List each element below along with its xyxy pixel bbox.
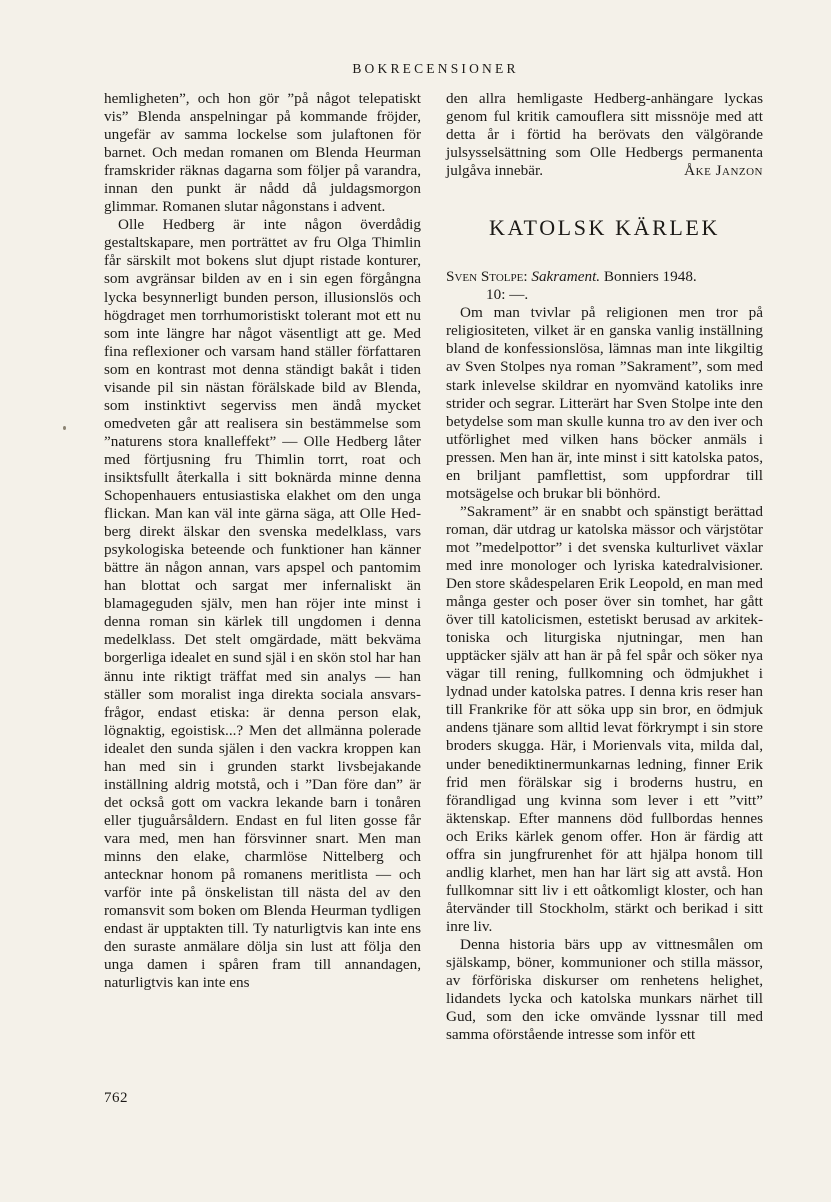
- section-title: KATOLSK KÄRLEK: [489, 215, 720, 241]
- running-head: BOKRECENSIONER: [352, 61, 519, 76]
- carryover-paragraph: [446, 90, 763, 180]
- review-paragraph-2: ”Sakrament” är en snabbt och spänstigt berättad roman, där utdrag ur katolska mässor och värjstötar mot ”medelpottor” i det svenska kulturlivet växlar med inre monologer och lyriska katedralvisioner. Den store skådespelaren Erik Leopold, en man med många gester och poser över sin tomhet, har gått över till katolicismen, estetiskt berusad av arkitektoniska och liturgiska njutningar, men han upptäcker själv att han är på fel spår och söker nya vägar till rening, fullkomning och ödmjukhet i lydnad under katolska patres. I denna kris reser han till Frankrike för att söka upp sin bror, en ödmjuk andens tjänare som alltid levat förkrympt i sin store broders skugga. Här, i Morienvals vita, milda dal, under benediktinermunkarnas ledning, finner Erik frid men förälskar sig i broderns hustru, en förandligad ung kvinna som lever i ett ”vitt” äktenskap. Efter mannens död fullbordas hennes och Eriks kärlek genom offer. Hon är färdig att offra sin jungfrurenhet för att hjälpa honom till andlig klarhet, men han har lärt sig att avstå. Hon fullkomnar sitt liv i ett oåtkomligt kloster, och han återvänder till Stockholm, stärkt och berikad i sitt inre liv.: [446, 502, 763, 935]
- carryover-text: den allra hemligaste Hedberg-anhängare lyckas genom ful kritik camouflera sitt missnöje med att detta år i förtid ha berövats den välgörande julsysselsättning som Olle Hedbergs permanenta julgåva innebär.: [446, 90, 763, 180]
- review-paragraph-3: Denna historia bärs upp av vittnesmålen om själskamp, böner, kommunioner och stilla mässor, av förföriska diskurser om renhetens helighet, lidandets lycka och katolska munkars närhet till Gud, som den icke omvände lyssnar till med samma oförstående intresse som inför ett: [446, 935, 763, 1044]
- left-paragraph-2: Olle Hedberg är inte någon överdådig gestaltskapare, men porträttet av fru Olga Thimlin får särskilt mot bokens slut djupt ristade konturer, som avgränsar bilden av en i sin egen förgångna lycka besynnerligt bunden person, illusionslös och högdraget men torrhumoristiskt tolerant mot ett nu som inte längre har något väsentligt att ge. Med fina reflexioner och varsam hand ställer författaren som en kontrast mot denna ständigt bakåt i tiden visande pil sin nästan förälskade bild av Blenda, som instinktivt segerviss men ändå mycket omedveten går att realisera sin bestämmelse som ”naturens stora knalleffekt” — Olle Hedberg låter med förtjusning fru Thimlin torrt, roat och insiktsfullt återkalla i sitt boknärda minne denna Schopenhauers entusiastiska elakhet om den unga flickan. Man kan väl inte gärna säga, att Olle Hedberg direkt älskar den svenska medelklass, vars psykologiska beteende och funktioner han känner bättre än någon annan, vars apspel och pantomim han blottat och sargat mer infernaliskt än blamageguden själv, men han röjer inte minst i denna roman sin kärlek till ungdomen i denna medelklass. Det stelt omgärdade, mätt bekväma borgerliga idealet en sund själ i en skön stol har han ännu inte riktigt träffat med sin analys — han ställer som moralist inga direkta sociala ansvarsfrågor, endast etiska: är denna person elak, lögnaktig, egoistisk...? Men det allmänna polerade idealet den sunda själen i den vackra kroppen kan han med sin i grunden starkt livsbejakande inställning aldrig motstå, och i ”Dan före dan” är det också gott om vackra lekande barn i tonåren eller tjuguårsåldern. Endast en ful liten gosse får vara med, men han försvinner snart. Men man minns den elake, charmlöse Nittelberg och antecknar honom på romanens meritlista — och varför inte på önskelistan till nästa del av den romansvit som boken om Blenda Heurman tydligen endast är upptakten till. Ty naturligtvis kan inte ens den suraste anmälare dölja sin lust att följa den unga damen i spåren fram till annandagen, naturligtvis kan inte ens: [104, 216, 421, 992]
- left-paragraph-1: hemligheten”, och hon gör ”på något telepatiskt vis” Blenda anspelningar på kommande fröjder, ungefär av samma lockelse som julaftonen för barnet. Och medan romanen om Blenda Heurman framskrider räknas dagarna som följer på varandra, innan den punkt är nådd då juldagsmorgon glimmar. Romanen slutar någonstans i advent.: [104, 90, 421, 216]
- book-title: Sakrament.: [531, 268, 601, 286]
- bibliography-entry: [446, 268, 763, 304]
- book-author: Sven Stolpe:: [446, 268, 528, 286]
- book-price: 10: —.: [486, 286, 529, 304]
- margin-speck: [63, 426, 66, 430]
- book-publisher-year: Bonniers 1948.: [603, 268, 697, 286]
- left-column: [104, 90, 421, 992]
- reviewer-signature: Åke Janzon: [684, 162, 763, 180]
- page-number: 762: [104, 1090, 128, 1106]
- right-column: [446, 90, 763, 1044]
- review-paragraph-1: Om man tvivlar på religionen men tror på religiositeten, vilket är en ganska vanlig inställning bland de konfessionslösa, lämnas man inte likgiltig av Sven Stolpes nya roman ”Sakrament”, som med stark inlevelse skildrar en nyomvänd katoliks inre strider och segrar. Litterärt har Sven Stolpe inte den betydelse som man skulle kunna tro av den iver och utförlighet med vilken hans böcker anmäls i pressen. Men han är, inte minst i sitt katolska patos, en briljant pamflettist, som uppfordrar till motsägelse och brukar bli bönhörd.: [446, 304, 763, 502]
